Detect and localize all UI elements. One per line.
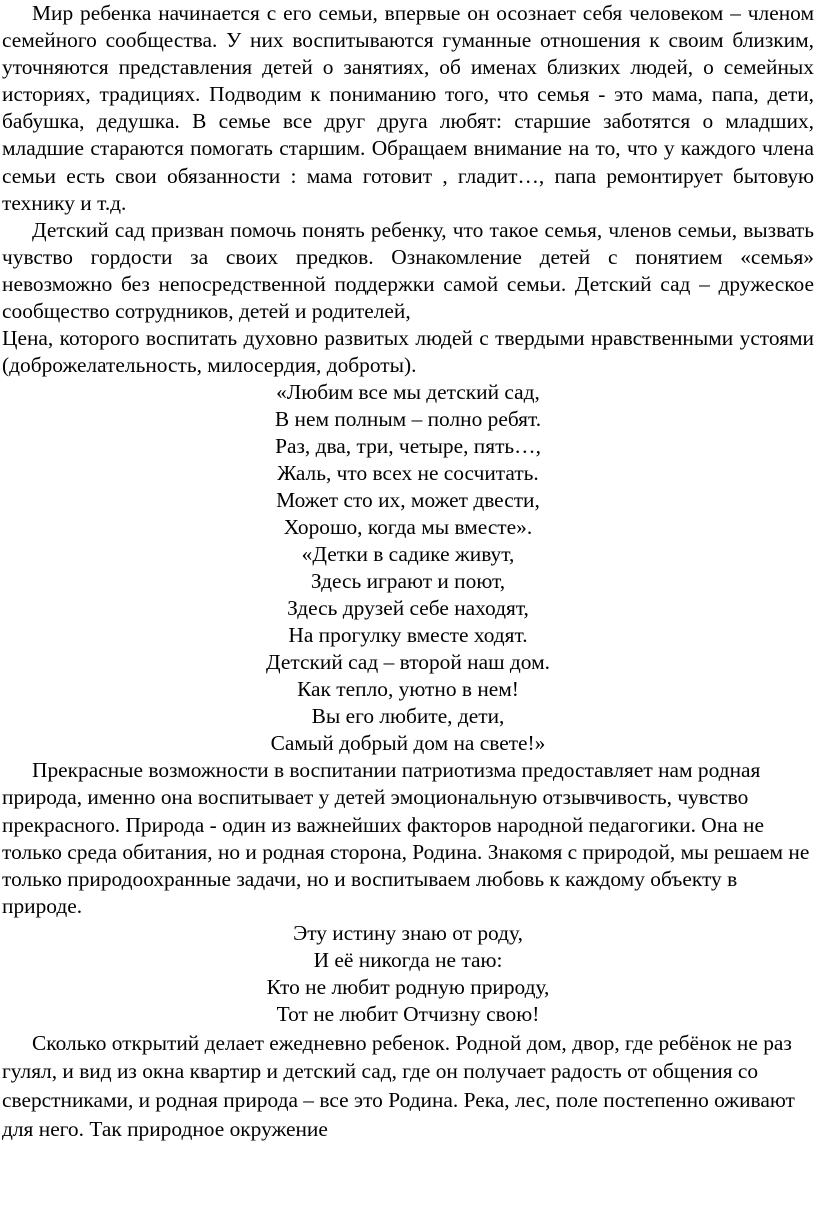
- poem-line: Хорошо, когда мы вместе».: [283, 515, 533, 540]
- poem-line: Может сто их, может двести,: [276, 488, 540, 513]
- poem-line: «Любим все мы детский сад,: [276, 380, 540, 405]
- paragraph-kindergarten: Детский сад призван помочь понять ребенку, что такое семья, членов семьи, вызвать чувство гордости за своих предков. Ознакомление детей с понятием «семья» невозможно без непосредственной поддержки самой семьи. Детский сад – дружеское сообщество сотрудников, детей и родителей,: [2, 217, 814, 324]
- poem-line: Эту истину знаю от роду,: [293, 920, 523, 945]
- poem-line: И её никогда не таю:: [313, 947, 503, 972]
- paragraph-price: Цена, которого воспитать духовно развитых людей с твердыми нравственными устоями (доброжелательность, милосердия, доброты).: [2, 326, 814, 378]
- poem-nature: [2, 920, 814, 1028]
- poem-line: Здесь друзей себе находят,: [287, 596, 529, 621]
- poem-line: В нем полным – полно ребят.: [274, 407, 542, 432]
- poem-line: На прогулку вместе ходят.: [288, 623, 528, 648]
- paragraph-nature: Прекрасные возможности в воспитании патриотизма предоставляет нам родная природа, именно она воспитывает у детей эмоциональную отзывчивость, чувство прекрасного. Природа - один из важнейших факторов народной педагогики. Она не только среда обитания, но и родная сторона, Родина. Знакомя с природой, мы решаем не только природоохранные задачи, но и воспитываем любовь к каждому объекту в природе.: [2, 758, 810, 918]
- poem-line: Кто не любит родную природу,: [266, 974, 550, 999]
- paragraph-family: Мир ребенка начинается с его семьи, впервые он осознает себя человеком – членом семейного сообщества. У них воспитываются гуманные отношения к своим близким, уточняются представления детей о занятиях, об именах близких людей, о семейных историях, традициях. Подводим к пониманию того, что семья - это мама, папа, дети, бабушка, дедушка. В семье все друг друга любят: старшие заботятся о младших, младшие стараются помогать старшим. Обращаем внимание на то, что у каждого члена семьи есть свои обязанности : мама готовит , гладит…, папа ремонтирует бытовую технику и т.д.: [2, 1, 814, 215]
- poem-line: Жаль, что всех не сосчитать.: [277, 461, 539, 486]
- paragraph-discoveries: Сколько открытий делает ежедневно ребенок. Родной дом, двор, где ребёнок не раз гулял, и вид из окна квартир и детский сад, где он получает радость от общения со сверстниками, и родная природа – все это Родина. Река, лес, поле постепенно оживают для него. Так природное окружение: [2, 1030, 795, 1141]
- poem-line: Как тепло, уютно в нем!: [297, 677, 519, 702]
- poem-line: Вы его любите, дети,: [311, 704, 505, 729]
- poem-line: Тот не любит Отчизну свою!: [276, 1001, 540, 1026]
- poem-line: Раз, два, три, четыре, пять…,: [275, 434, 541, 459]
- poem-line: Детский сад – второй наш дом.: [266, 650, 550, 675]
- poem-kindergarten: [2, 379, 814, 757]
- poem-line: Самый добрый дом на свете!»: [270, 731, 546, 756]
- poem-line: Здесь играют и поют,: [310, 569, 506, 594]
- poem-line: «Детки в садике живут,: [301, 542, 515, 567]
